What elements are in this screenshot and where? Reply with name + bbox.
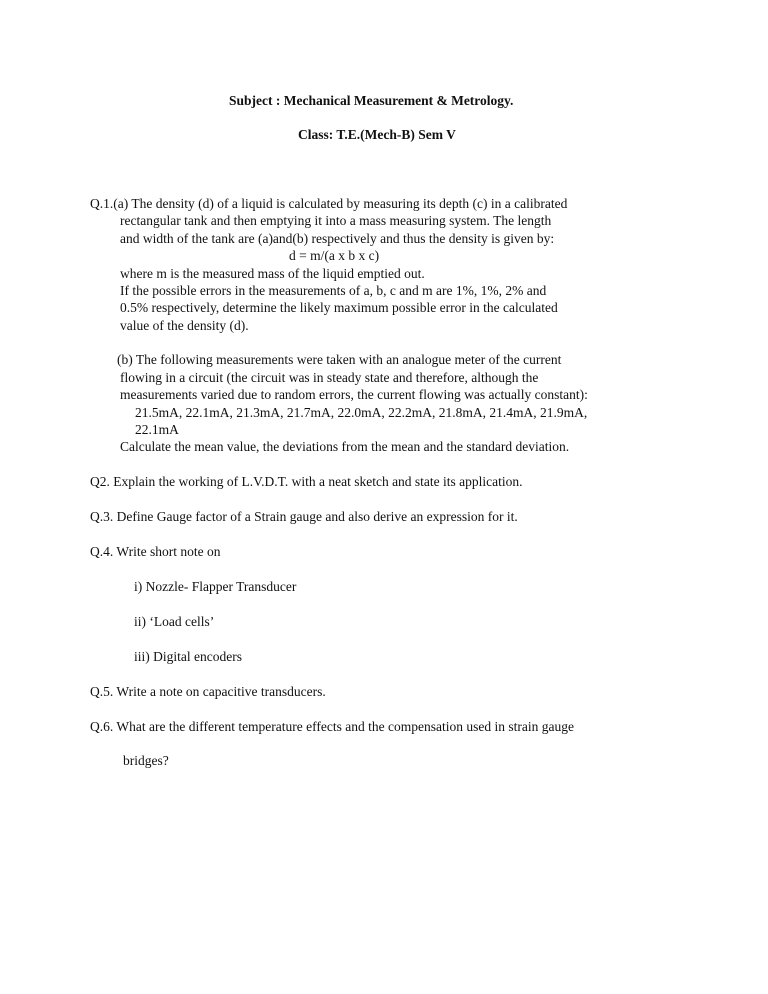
class-heading: Class: T.E.(Mech-B) Sem V xyxy=(298,127,456,142)
q1a-line: where m is the measured mass of the liquid emptied out. xyxy=(120,266,425,281)
q4-item: ii) ‘Load cells’ xyxy=(134,614,215,629)
q1b-line: (b) The following measurements were taken with an analogue meter of the current xyxy=(117,352,562,367)
question-3: Q.3. Define Gauge factor of a Strain gauge and also derive an expression for it. xyxy=(90,509,518,524)
q1b-line: flowing in a circuit (the circuit was in steady state and therefore, although the xyxy=(120,370,539,385)
q1a-line: Q.1.(a) The density (d) of a liquid is calculated by measuring its depth (c) in a calibrated xyxy=(90,196,568,211)
q4-item: iii) Digital encoders xyxy=(134,649,242,664)
subject-heading: Subject : Mechanical Measurement & Metrology. xyxy=(229,93,514,108)
q6-line: Q.6. What are the different temperature effects and the compensation used in strain gauge xyxy=(90,719,574,734)
q1a-line: If the possible errors in the measurements of a, b, c and m are 1%, 1%, 2% and xyxy=(120,283,547,298)
question-2: Q2. Explain the working of L.V.D.T. with a neat sketch and state its application. xyxy=(90,474,523,489)
q1a-line: value of the density (d). xyxy=(120,318,249,333)
q6-line: bridges? xyxy=(123,753,169,768)
measurement-values: 22.1mA xyxy=(135,422,179,437)
q1a-line: 0.5% respectively, determine the likely maximum possible error in the calculated xyxy=(120,300,558,315)
q1b-line: Calculate the mean value, the deviations from the mean and the standard deviation. xyxy=(120,439,570,454)
q1a-line: rectangular tank and then emptying it into a mass measuring system. The length xyxy=(120,213,552,228)
density-formula: d = m/(a x b x c) xyxy=(289,248,380,263)
q1a-line: and width of the tank are (a)and(b) respectively and thus the density is given by: xyxy=(120,231,555,246)
q1b-line: measurements varied due to random errors, the current flowing was actually constant): xyxy=(120,387,588,402)
measurement-values: 21.5mA, 22.1mA, 21.3mA, 21.7mA, 22.0mA, 22.2mA, 21.8mA, 21.4mA, 21.9mA, xyxy=(135,405,588,420)
q4-item: i) Nozzle- Flapper Transducer xyxy=(134,579,297,594)
question-5: Q.5. Write a note on capacitive transducers. xyxy=(90,684,326,699)
q4-title: Q.4. Write short note on xyxy=(90,544,221,559)
